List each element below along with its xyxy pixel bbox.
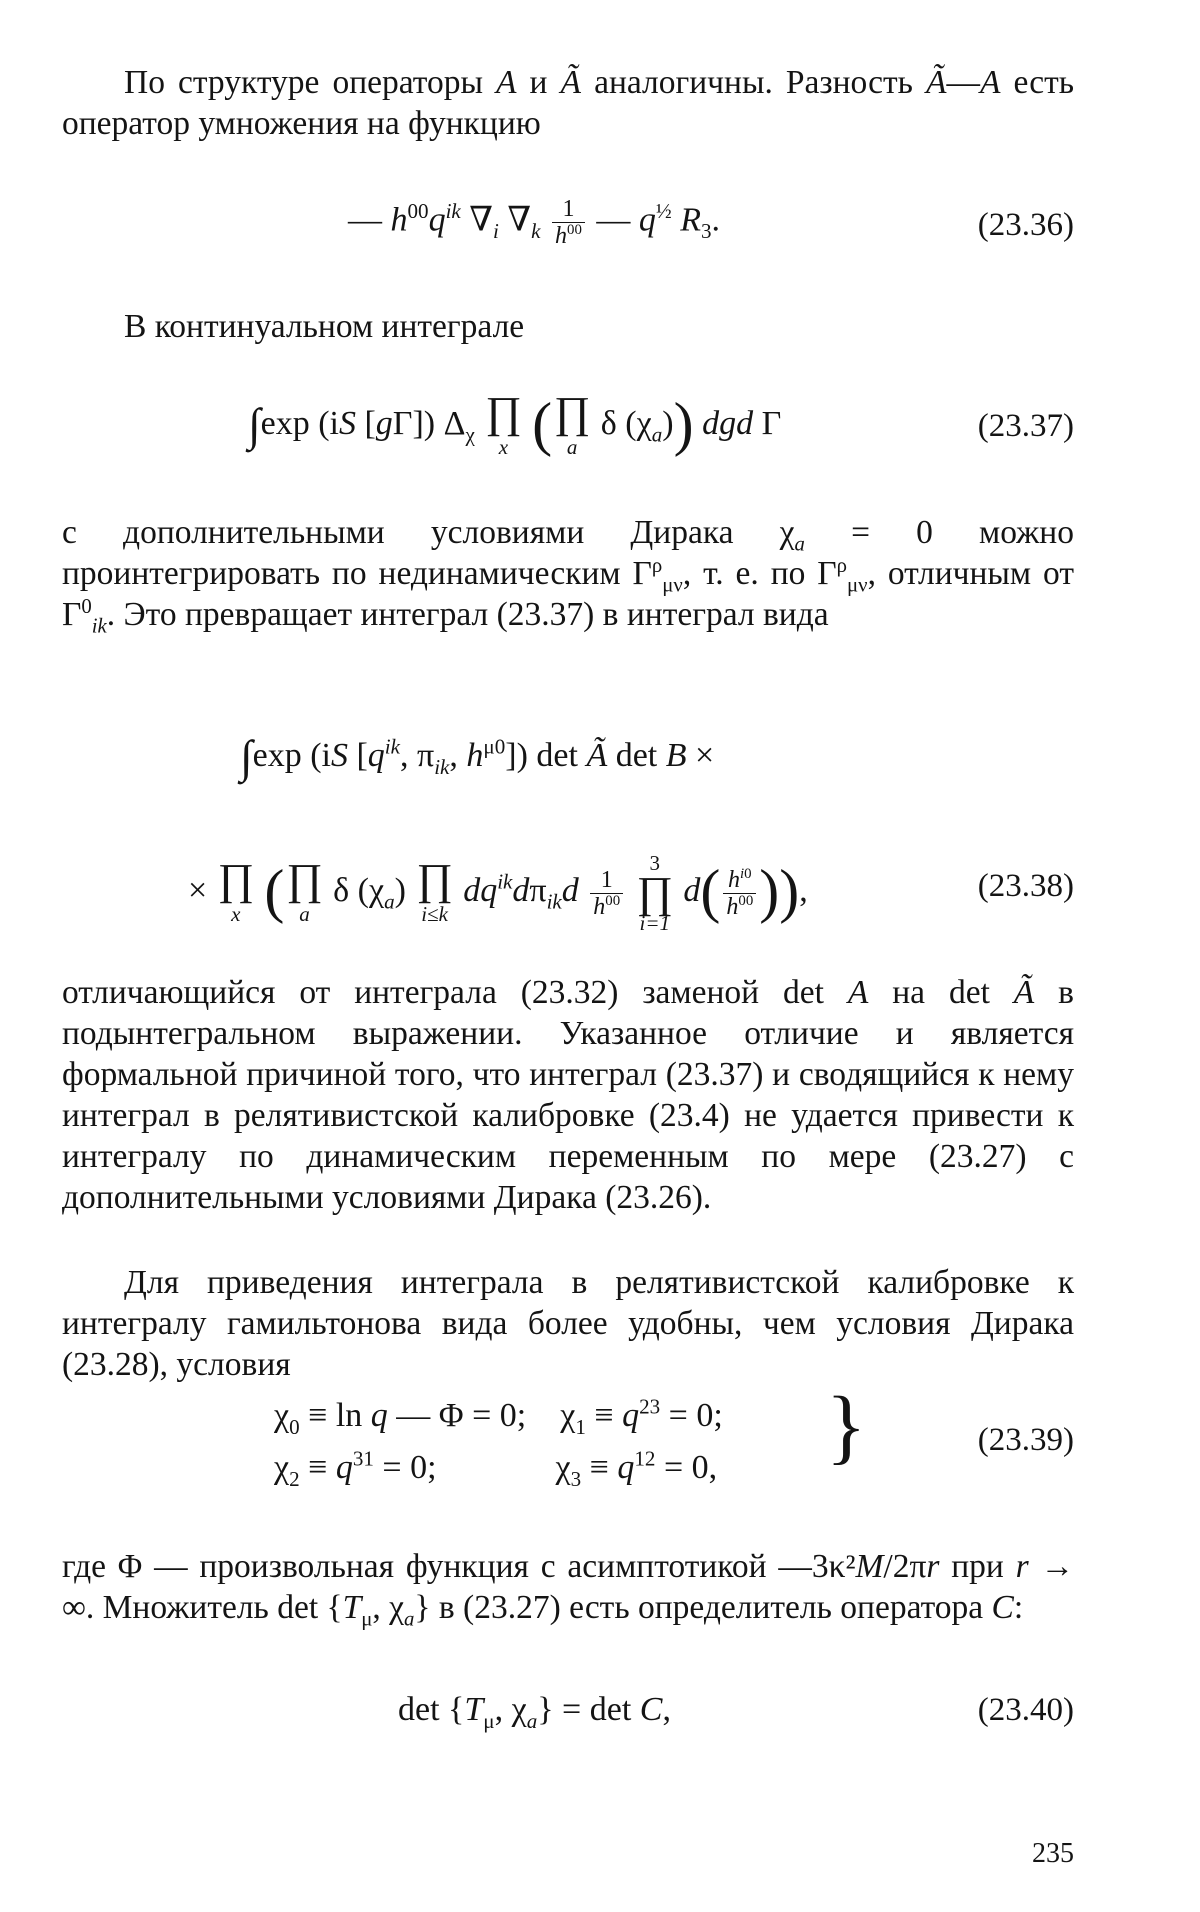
paragraph-3: с дополнительными условиями Дирака $\chi_a = 0$ можно проинтегрировать по нединамическим $\Gamma^\rho_{\mu\nu}$, т. е. по $\Gamma^\rho_{\mu\nu}$, отличным от $\Gamma^0_{ik}$. Это превращает интеграл (23.37) в интеграл вида: [62, 514, 1074, 638]
equation-23-39-line-2: $\chi_2 \equiv q^{31} = 0$; $\chi_3 \equiv q^{12} = 0$,: [274, 1446, 718, 1491]
equation-number-23-37: (23.37): [977, 408, 1074, 444]
paragraph-5: Для приведения интеграла в релятивистской калибровке к интегралу гамильтонова вида более удобны, чем условия Дирака (23.28), условия: [62, 1264, 1074, 1383]
equation-23-39-brace: }: [826, 1380, 867, 1473]
paragraph-1: По структуре операторы A и Ã аналогичны. Разность Ã—A есть оператор умножения на функцию: [62, 64, 1074, 142]
equation-number-23-39: (23.39): [977, 1422, 1074, 1458]
equation-23-40: $\det \{T_\mu$, $\chi_a\} = \det C$,: [398, 1691, 671, 1733]
equation-23-37: ∫exp (iS [gΓ]) $\Delta_\chi$ ∏ x ( ∏ a δ $(\chi_a)$) dgd Γ: [248, 388, 782, 459]
equation-number-23-38: (23.38): [977, 868, 1074, 904]
paragraph-6: где Φ — произвольная функция с асимптотикой —3κ²M/2πr при r → ∞. Множитель $\det \{T_\mu$, $\chi_a$} в (23.27) есть определитель оператора C:: [62, 1548, 1074, 1631]
equation-number-23-36: (23.36): [977, 207, 1074, 243]
equation-23-38-line-2: × ∏ x ( ∏ a δ $(\chi_a)$ ∏ i≤k $dq^{ik}d\pi_{ik}d$ $\frac{1}{h^{00}}$ 3 ∏ i=1 d( $\frac{h^{i0}}{h^{00}}$ )),: [188, 851, 808, 935]
page-number: 235: [1032, 1838, 1074, 1869]
equation-23-36: — $h^{00}q^{ik}$ $\nabla_i$ $\nabla_k$ $\frac{1}{h^{00}}$ — $q^{\frac{1}{2}}$ $R_3$.: [348, 196, 721, 249]
equation-23-38-line-1: ∫exp (iS [$q^{ik}$, $\pi_{ik}$, $h^{\mu 0}$]) det Ã det B ×: [240, 731, 715, 782]
equation-number-23-40: (23.40): [977, 1692, 1074, 1728]
equation-23-39-line-1: $\chi_0 \equiv \ln q$ — Φ = 0; $\chi_1 \equiv q^{23} = 0$;: [274, 1394, 723, 1439]
paragraph-4: отличающийся от интеграла (23.32) заменой det A на det Ã в подынтегральном выражении. Указанное отличие и является формальной причиной того, что интеграл (23.37) и сводящийся к нему интеграл в релятивистской калибровке (23.4) не удается привести к интегралу по динамическим переменным по мере (23.27) с дополнительными условиями Дирака (23.26).: [62, 974, 1074, 1216]
paragraph-2: В континуальном интеграле: [124, 308, 525, 345]
